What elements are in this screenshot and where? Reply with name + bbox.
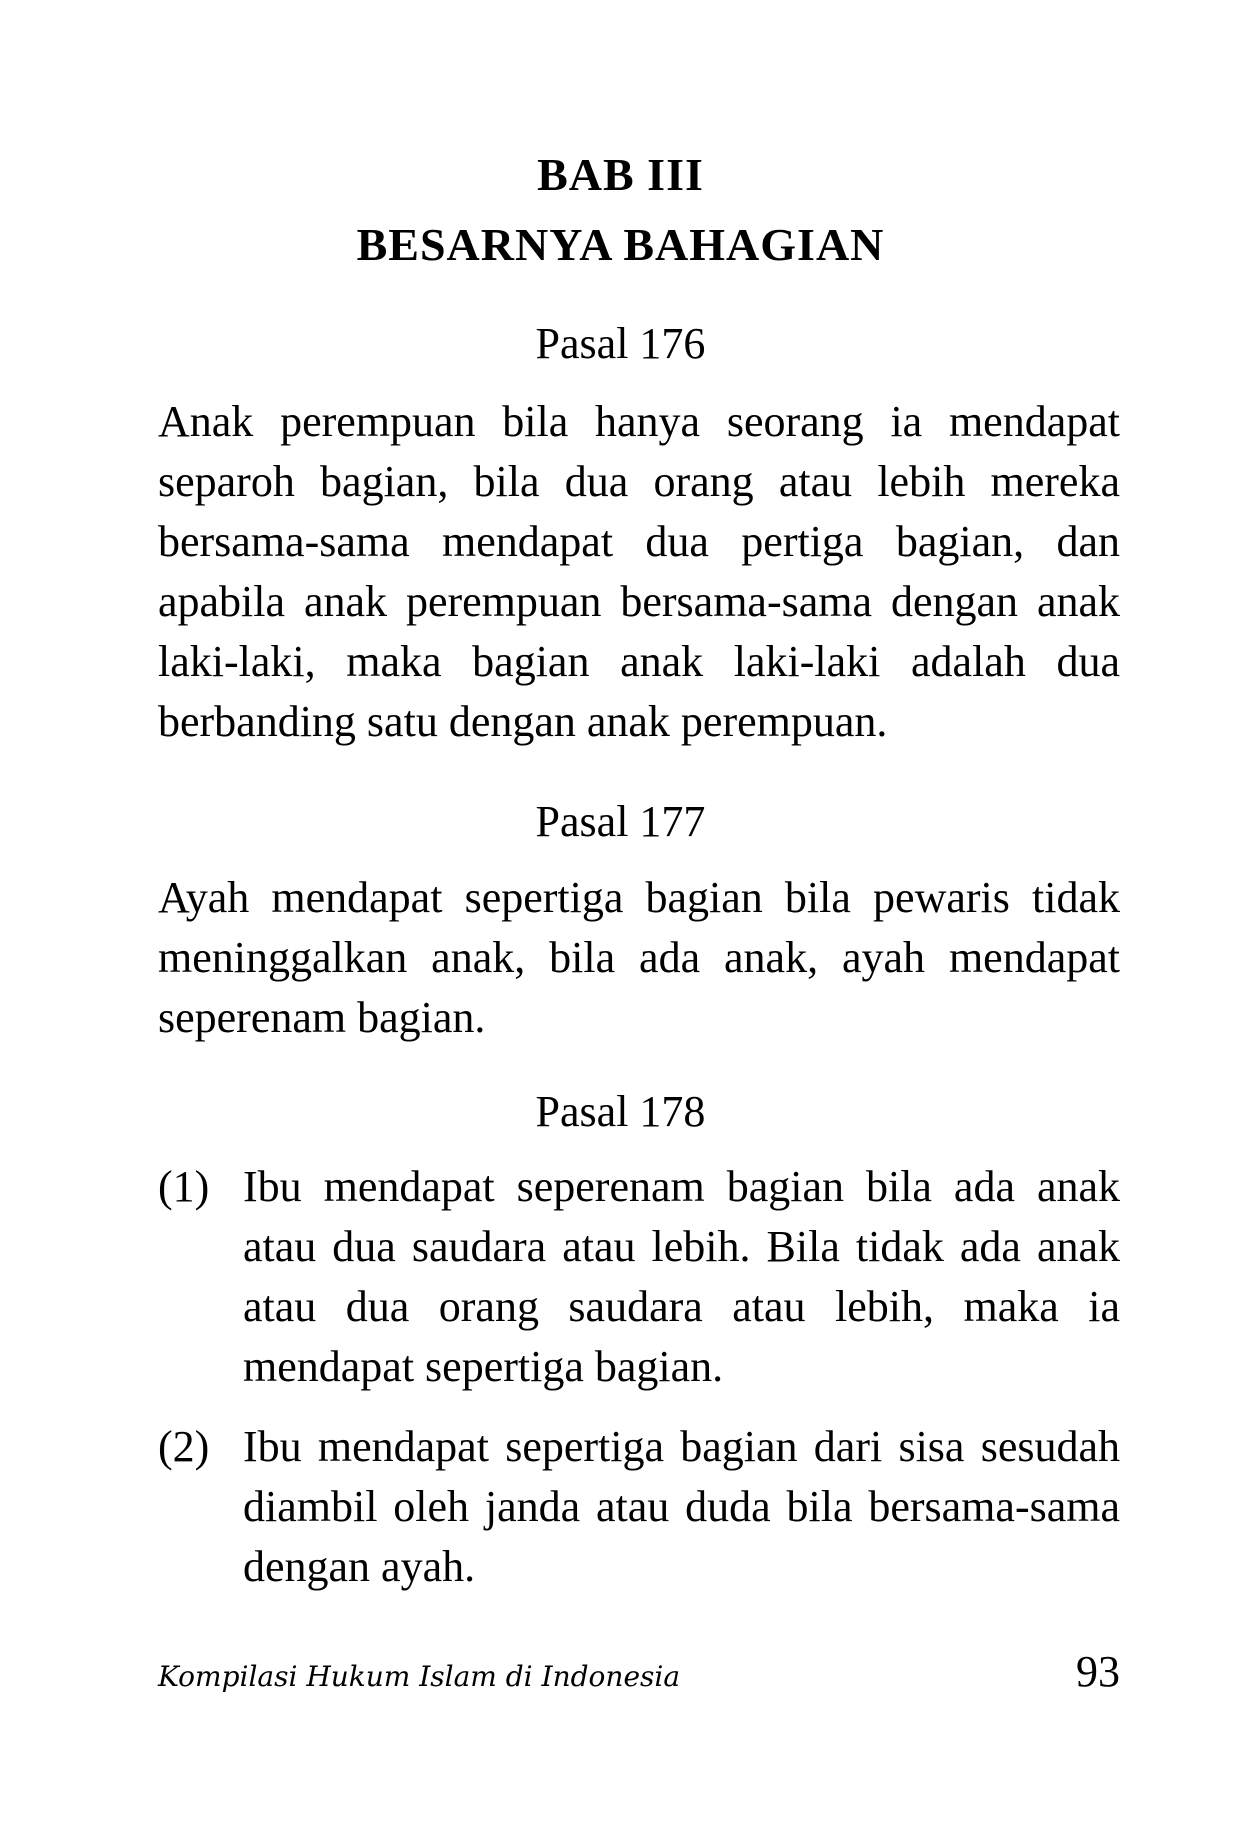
chapter-number: BAB III [537, 149, 704, 200]
item-text: Ibu mendapat seperenam bagian bila ada anak atau dua saudara atau lebih. Bila tidak ada anak atau dua orang saudara atau lebih, maka ia mendapat sepertiga bagian. [243, 1162, 1120, 1391]
footer-book-title: Kompilasi Hukum Islam di Indonesia [158, 1660, 681, 1693]
item-number: (2) [158, 1422, 210, 1471]
item-text: Ibu mendapat sepertiga bagian dari sisa sesudah diambil oleh janda atau duda bila bersama-sama dengan ayah. [243, 1422, 1120, 1591]
article-title-177: Pasal 177 [535, 797, 706, 846]
article-title-176: Pasal 176 [535, 319, 706, 368]
item-number: (1) [158, 1162, 210, 1211]
article-body-177: Ayah mendapat sepertiga bagian bila pewaris tidak meninggalkan anak, bila ada anak, ayah mendapat seperenam bagian. [158, 873, 1120, 1042]
article-body-176: Anak perempuan bila hanya seorang ia mendapat separoh bagian, bila dua orang atau lebih mereka bersama-sama mendapat dua pertiga bagian, dan apabila anak perempuan bersama-sama dengan anak laki-laki, maka bagian anak laki-laki adalah dua berbanding satu dengan anak perempuan. [158, 397, 1120, 746]
chapter-title: BESARNYA BAHAGIAN [356, 219, 885, 270]
article-title-178: Pasal 178 [535, 1087, 706, 1136]
page-number: 93 [1076, 1647, 1120, 1696]
